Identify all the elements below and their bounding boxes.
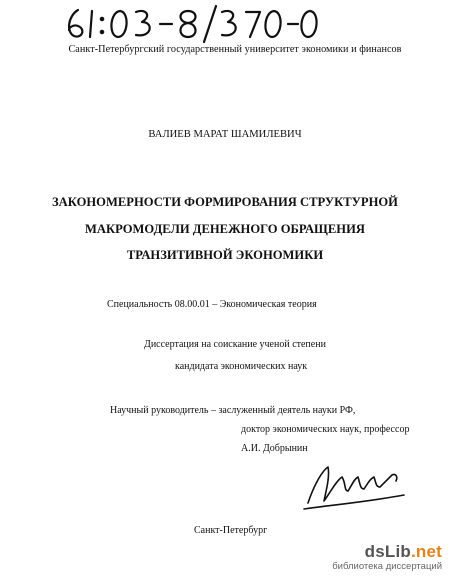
- supervisor-line-1: Научный руководитель – заслуженный деятель науки РФ,: [110, 405, 356, 416]
- university-name: Санкт-Петербургский государственный университет экономики и финансов: [68, 44, 402, 55]
- supervisor-line-2: доктор экономических наук, профессор: [241, 424, 410, 435]
- degree-line-2: кандидата экономических наук: [175, 361, 308, 372]
- watermark-subtitle: библиотека диссертаций: [332, 561, 442, 572]
- city-name: Санкт-Петербург: [194, 525, 268, 536]
- supervisor-name: А.И. Добрынин: [241, 443, 308, 454]
- signature-image: [300, 455, 420, 515]
- handwritten-archive-code-image: [60, 2, 320, 44]
- handwritten-signature: [300, 455, 420, 515]
- dissertation-title-line-2: МАКРОМОДЕЛИ ДЕНЕЖНОГО ОБРАЩЕНИЯ: [85, 222, 365, 236]
- watermark-logo-main: dsLib: [364, 542, 411, 561]
- watermark-logo-accent: .net: [410, 542, 442, 561]
- dissertation-title-line-1: ЗАКОНОМЕРНОСТИ ФОРМИРОВАНИЯ СТРУКТУРНОЙ: [52, 195, 398, 209]
- watermark-logo: [365, 542, 442, 562]
- archive-code-handwritten: [60, 2, 320, 44]
- author-name: ВАЛИЕВ МАРАТ ШАМИЛЕВИЧ: [148, 129, 302, 140]
- dslib-watermark: [322, 542, 442, 576]
- degree-line-1: Диссертация на соискание ученой степени: [144, 339, 326, 350]
- dissertation-title-line-3: ТРАНЗИТИВНОЙ ЭКОНОМИКИ: [126, 248, 324, 262]
- specialty-line: Специальность 08.00.01 – Экономическая теория: [107, 299, 317, 310]
